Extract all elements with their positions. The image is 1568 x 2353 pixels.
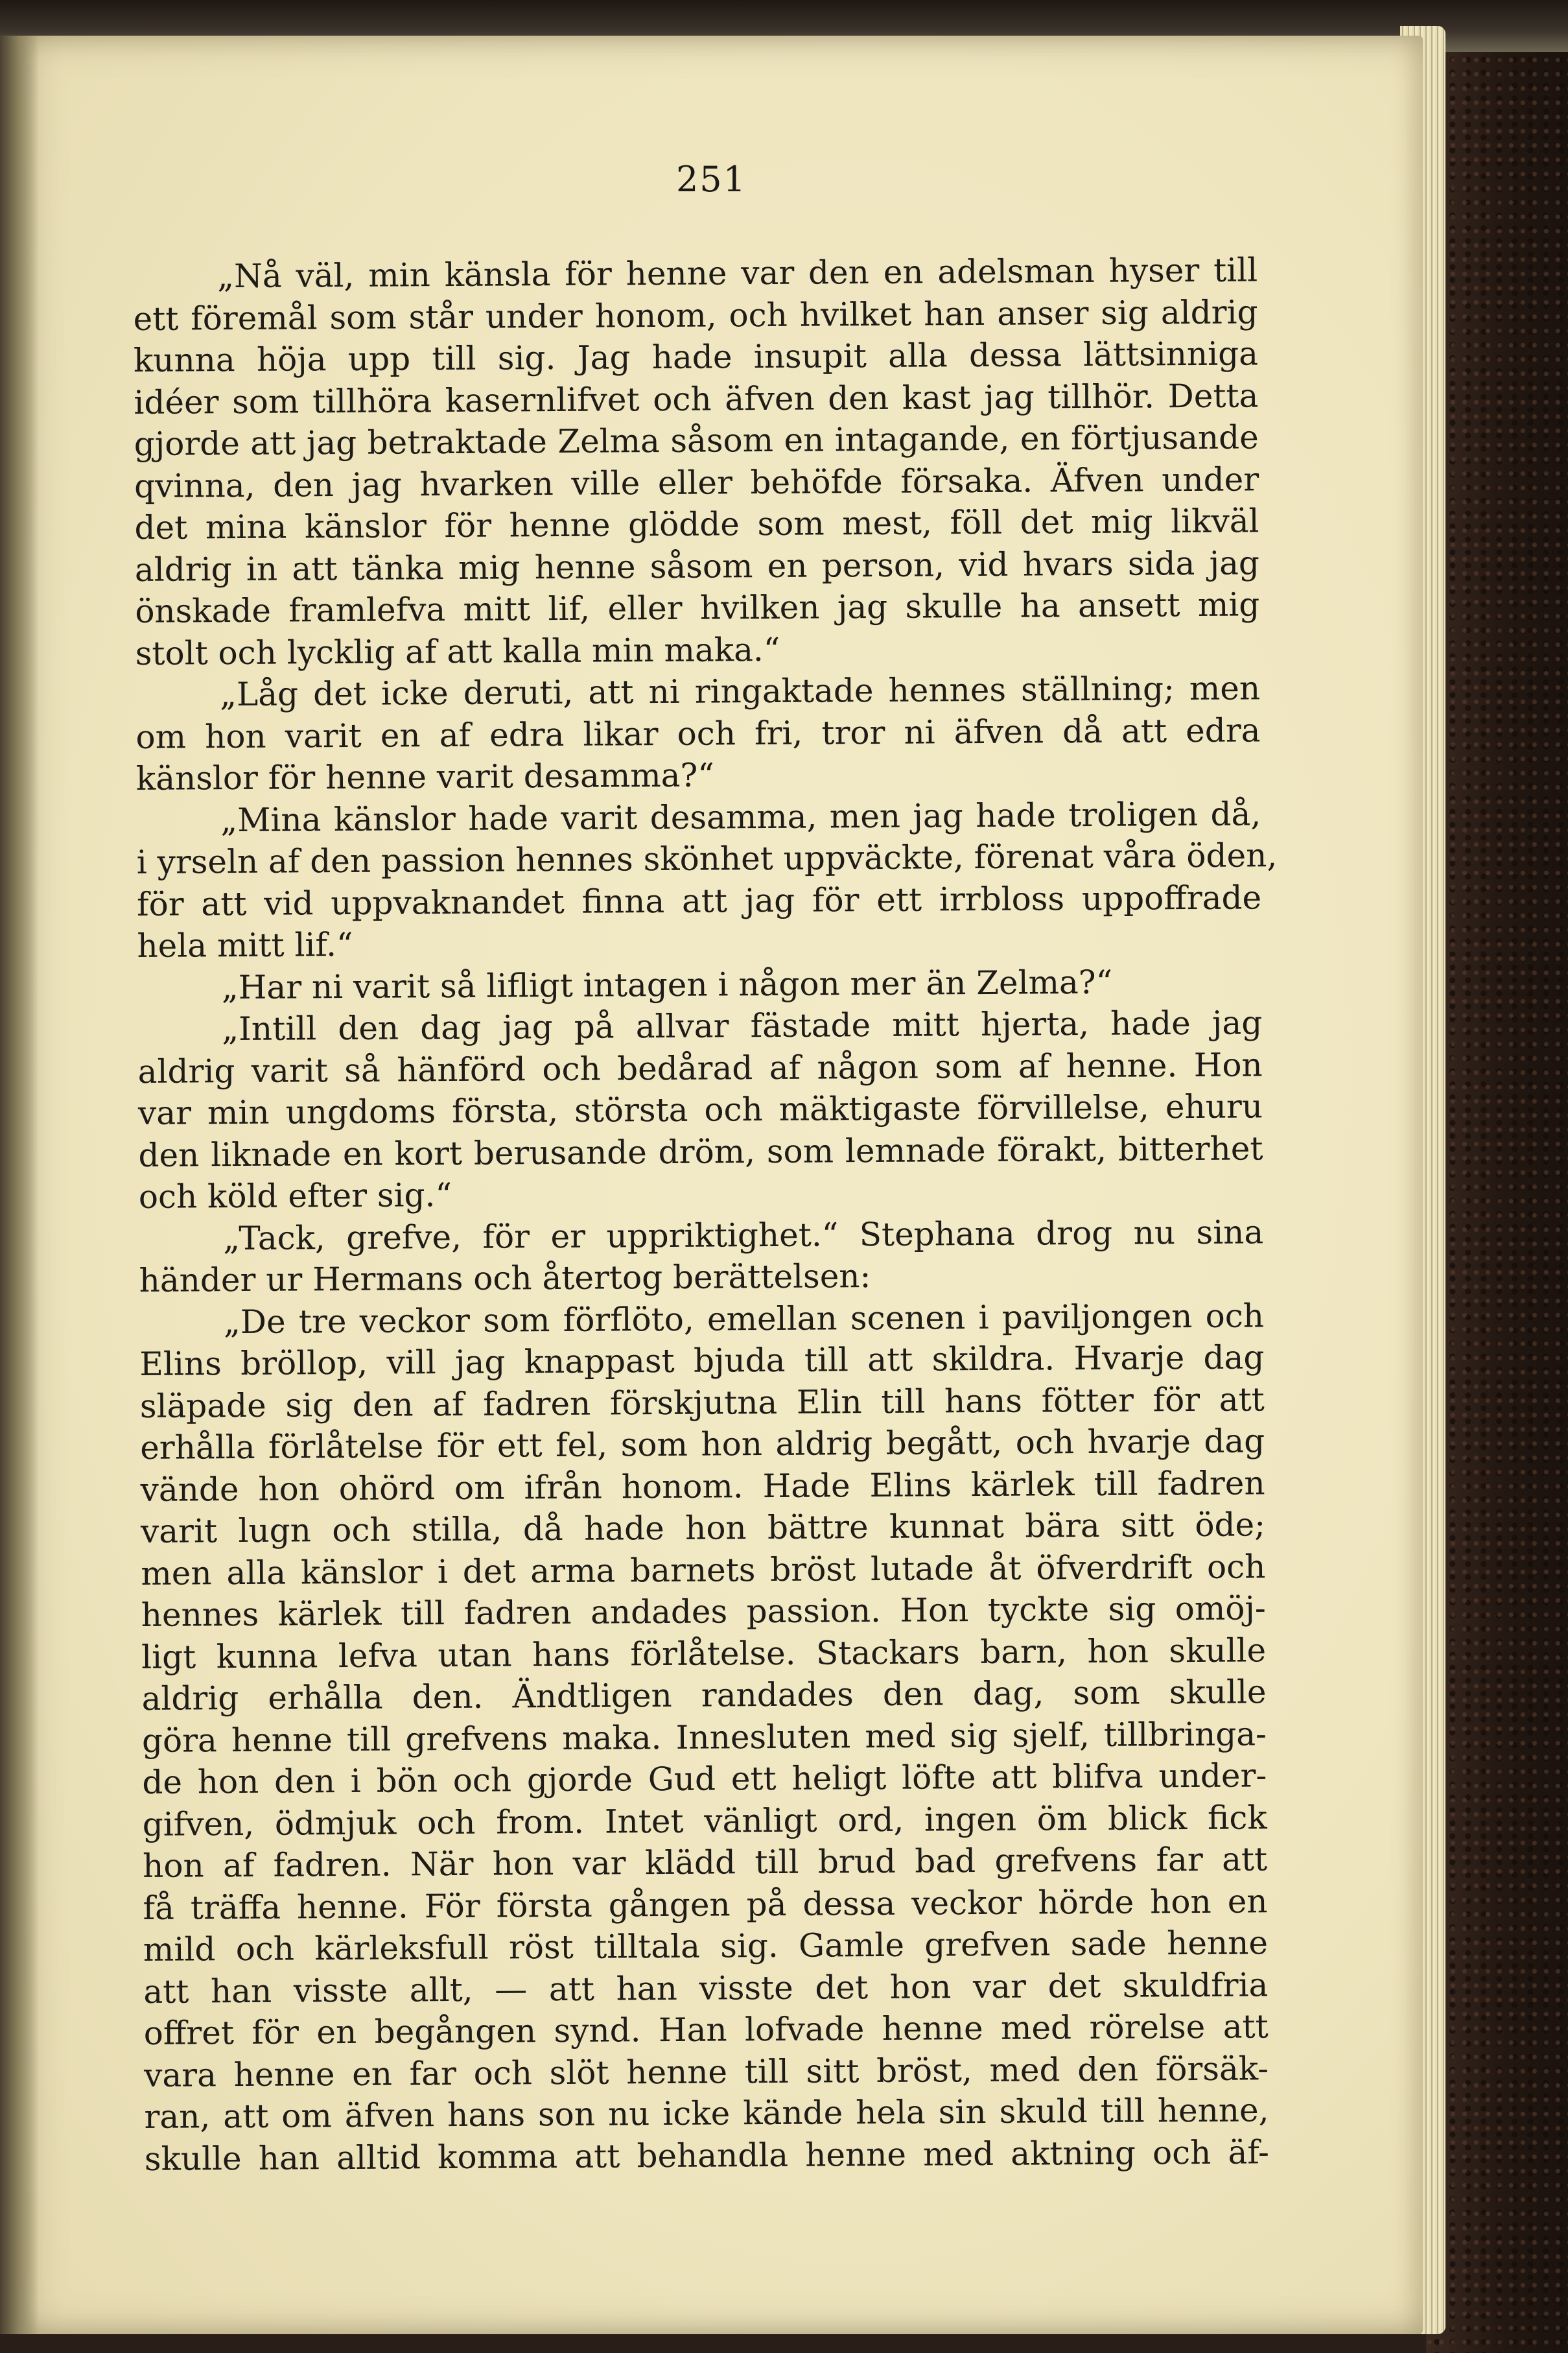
text-line: ett föremål som står under honom, och hvilket han anser sig aldrig — [133, 292, 1258, 338]
text-line: var min ungdoms första, största och mäktigaste förvillelse, ehuru — [137, 1087, 1263, 1132]
text-line: varit lugn och stilla, då hade hon bättre kunnat bära sitt öde; — [140, 1506, 1266, 1550]
text-line: att han visste allt, — att han visste det hon var det skuldfria — [143, 1965, 1269, 2011]
text-line: i yrseln af den passion hennes skönhet uppväckte, förenat våra öden, — [136, 836, 1278, 881]
text-line: skulle han alltid komma att behandla henne med aktning och äf- — [144, 2133, 1270, 2178]
text-line: Elins bröllop, vill jag knappast bjuda till att skildra. Hvarje dag — [139, 1338, 1265, 1383]
text-line: händer ur Hermans och återtog berättelsen: — [139, 1257, 871, 1299]
text-line: „Nå väl, min känsla för henne var den en adelsman hyser till — [217, 251, 1258, 296]
text-line: släpade sig den af fadren förskjutna Elin till hans fötter för att — [139, 1380, 1265, 1425]
text-line: vände hon ohörd om ifrån honom. Hade Elins kärlek till fadren — [140, 1463, 1265, 1509]
text-line: för att vid uppvaknandet finna att jag för ett irrbloss uppoffrade — [136, 878, 1262, 923]
text-line: ran, att om äfven hans son nu icke kände hela sin skuld till henne, — [144, 2091, 1269, 2136]
book-binding — [1426, 0, 1568, 2353]
text-line: vara henne en far och slöt henne till sitt bröst, med den försäk- — [143, 2049, 1269, 2094]
text-line: den liknade en kort berusande dröm, som lemnade förakt, bitterhet — [138, 1129, 1263, 1174]
text-line: gjorde att jag betraktade Zelma såsom en intagande, en förtjusande — [134, 418, 1259, 463]
text-line: „Tack, grefve, för er uppriktighet.“ Stephana drog nu sina — [223, 1212, 1264, 1257]
text-line: kunna höja upp till sig. Jag hade insupit alla dessa lättsinniga — [133, 335, 1259, 379]
text-line: hennes kärlek till fadren andades passion. Hon tyckte sig omöj- — [141, 1589, 1266, 1634]
text-line: stolt och lycklig af att kalla min maka.“ — [135, 630, 780, 672]
text-line: ligt kunna lefva utan hans förlåtelse. Stackars barn, hon skulle — [141, 1631, 1267, 1676]
body-text — [133, 249, 1278, 2180]
text-line: hela mitt lif.“ — [137, 925, 353, 965]
text-line: mild och kärleksfull röst tilltala sig. Gamle grefven sade henne — [143, 1924, 1269, 1969]
text-line: aldrig varit så hänförd och bedårad af någon som af henne. Hon — [137, 1045, 1263, 1091]
text-line: offret för en begången synd. Han lofvade henne med rörelse att — [143, 2007, 1269, 2052]
text-line: aldrig erhålla den. Ändtligen randades den dag, som skulle — [141, 1673, 1267, 1718]
text-line: erhålla förlåtelse för ett fel, som hon aldrig begått, och hvarje dag — [140, 1422, 1265, 1467]
text-line: „De tre veckor som förflöto, emellan scenen i paviljongen och — [223, 1296, 1265, 1341]
text-line: aldrig in att tänka mig henne såsom en person, vid hvars sida jag — [134, 543, 1260, 589]
text-line: och köld efter sig.“ — [138, 1176, 452, 1216]
text-line: „Intill den dag jag på allvar fästade mitt hjerta, hade jag — [222, 1004, 1263, 1048]
text-line: få träffa henne. För första gången på dessa veckor hörde hon en — [143, 1882, 1268, 1927]
text-line: känslor för henne varit desamma?“ — [135, 756, 715, 798]
text-line: önskade framlefva mitt lif, eller hvilken jag skulle ha ansett mig — [135, 585, 1260, 630]
page-number: 251 — [675, 159, 747, 200]
text-line: „Har ni varit så lifligt intagen i någon mer än Zelma?“ — [221, 963, 1113, 1006]
book-page — [0, 36, 1423, 2334]
text-line: de hon den i bön och gjorde Gud ett heligt löfte att blifva under- — [142, 1756, 1267, 1801]
text-line: det mina känslor för henne glödde som mest, föll det mig likväl — [134, 502, 1259, 547]
gutter-shadow — [0, 36, 39, 2334]
text-line: hon af fadren. När hon var klädd till brud bad grefvens far att — [142, 1840, 1268, 1885]
text-line: gifven, ödmjuk och from. Intet vänligt ord, ingen öm blick fick — [142, 1798, 1267, 1843]
text-line: „Låg det icke deruti, att ni ringaktade hennes ställning; men — [219, 669, 1261, 714]
text-line: idéer som tillhöra kasernlifvet och äfven den kast jag tillhör. Detta — [134, 376, 1259, 421]
text-line: qvinna, den jag hvarken ville eller behöfde försaka. Äfven under — [134, 460, 1259, 505]
text-line: men alla känslor i det arma barnets bröst lutade åt öfverdrift och — [141, 1547, 1266, 1592]
text-line: om hon varit en af edra likar och fri, tror ni äfven då att edra — [135, 711, 1261, 756]
text-line: „Mina känslor hade varit desamma, men jag hade troligen då, — [220, 794, 1261, 839]
text-line: göra henne till grefvens maka. Innesluten med sig sjelf, tillbringa- — [141, 1714, 1267, 1760]
